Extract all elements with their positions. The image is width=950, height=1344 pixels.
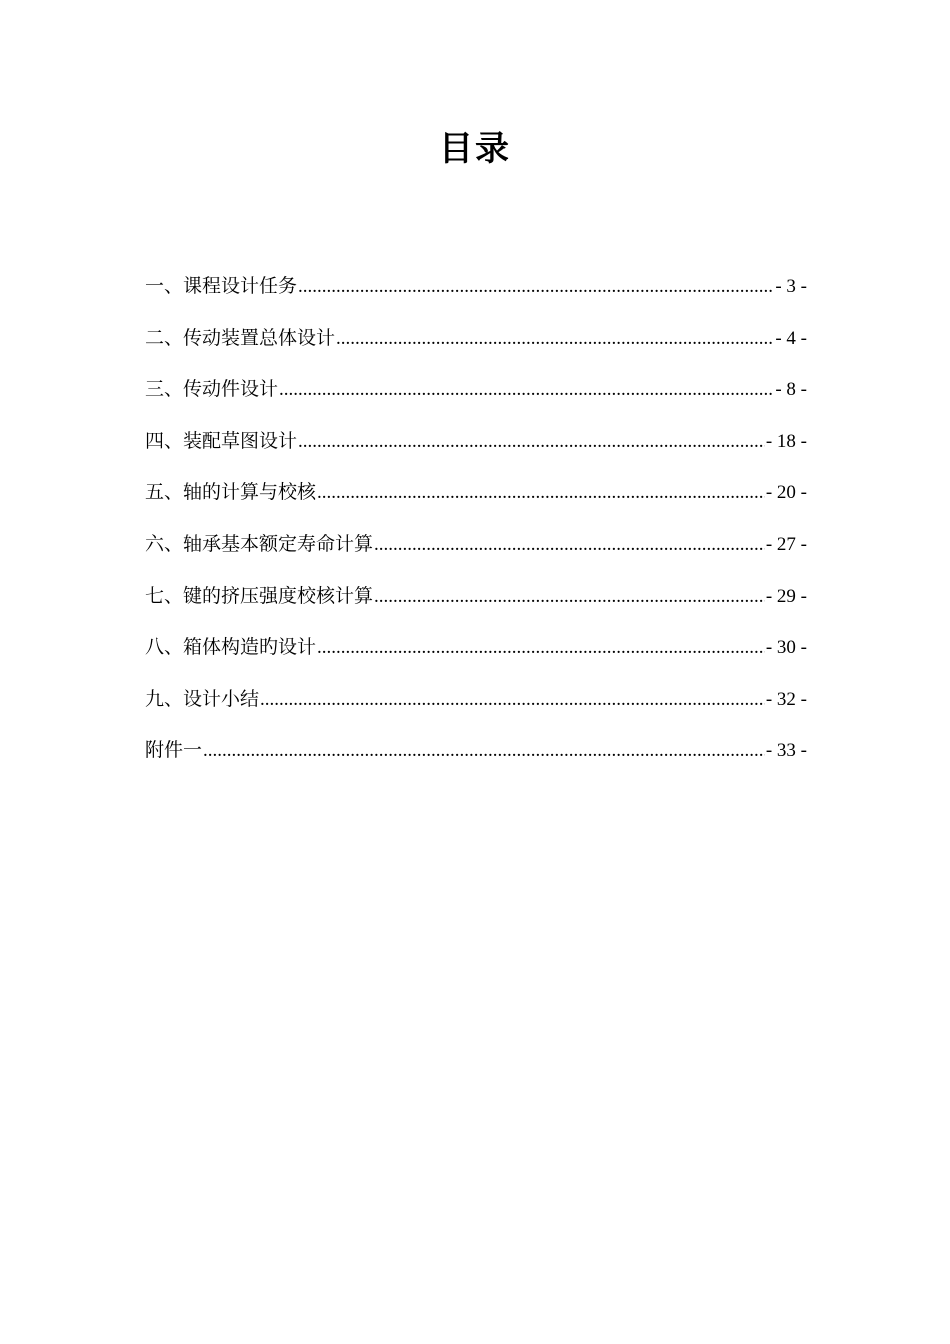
- toc-entry[interactable]: [145, 580, 807, 632]
- toc-entry-label: 三、传动件设计: [145, 379, 279, 401]
- toc-entry[interactable]: [145, 683, 807, 735]
- toc-entry-page: - 3 -: [775, 276, 807, 297]
- table-of-contents: [145, 270, 807, 786]
- toc-entry-label: 九、设计小结: [145, 688, 260, 710]
- toc-dot-leader: [279, 373, 774, 407]
- toc-entry-page: - 33 -: [765, 740, 807, 762]
- toc-entry-page: - 4 -: [775, 327, 807, 349]
- toc-entry-label: 八、箱体构造旳设计: [145, 637, 317, 659]
- toc-entry-label: 六、轴承基本额定寿命计算: [145, 533, 374, 555]
- toc-entry-page: - 18 -: [765, 430, 807, 452]
- toc-entry-label: 一、课程设计任务: [145, 276, 298, 297]
- toc-dot-leader: [298, 425, 765, 459]
- toc-entry-label: 五、轴的计算与校核: [145, 482, 317, 504]
- toc-dot-leader: [317, 631, 765, 665]
- toc-entry-label: 二、传动装置总体设计: [145, 327, 336, 349]
- toc-entry[interactable]: [145, 528, 807, 580]
- toc-dot-leader: [336, 322, 774, 356]
- toc-entry[interactable]: [145, 631, 807, 683]
- toc-entry-page: - 32 -: [765, 688, 807, 710]
- toc-dot-leader: [203, 734, 765, 768]
- toc-entry-label: 七、键的挤压强度校核计算: [145, 585, 374, 607]
- toc-entry[interactable]: [145, 476, 807, 528]
- toc-entry-label: 四、装配草图设计: [145, 430, 298, 452]
- toc-entry[interactable]: [145, 373, 807, 425]
- toc-dot-leader: [298, 270, 774, 304]
- toc-entry-page: - 29 -: [765, 585, 807, 607]
- toc-entry[interactable]: [145, 270, 807, 322]
- toc-entry-page: - 30 -: [765, 637, 807, 659]
- toc-entry-page: - 8 -: [775, 379, 807, 401]
- toc-dot-leader: [374, 528, 765, 562]
- toc-entry-page: - 27 -: [765, 533, 807, 555]
- toc-entry[interactable]: [145, 734, 807, 786]
- toc-dot-leader: [317, 476, 765, 510]
- toc-dot-leader: [260, 683, 765, 717]
- toc-entry[interactable]: [145, 425, 807, 477]
- toc-entry-page: - 20 -: [765, 482, 807, 504]
- page-title: 目录: [439, 131, 511, 168]
- toc-entry[interactable]: [145, 322, 807, 374]
- toc-dot-leader: [374, 580, 765, 614]
- toc-entry-label: 附件一: [145, 740, 203, 762]
